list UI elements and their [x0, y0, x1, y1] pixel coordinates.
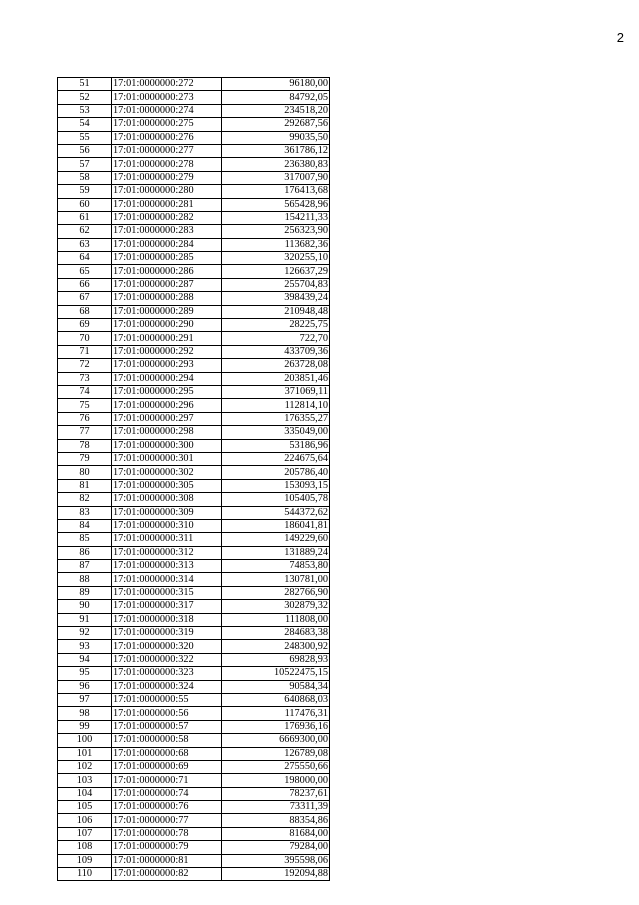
cadastral-value-cell: 113682,36 [222, 238, 330, 251]
cadastral-value-cell: 320255,10 [222, 252, 330, 265]
table-row [58, 519, 330, 532]
row-number-cell: 72 [58, 359, 112, 372]
row-number-cell: 68 [58, 305, 112, 318]
cadastral-value-cell: 544372,62 [222, 506, 330, 519]
cadastral-number-cell: 17:01:0000000:280 [112, 185, 222, 198]
cadastral-value-cell: 433709,36 [222, 345, 330, 358]
cadastral-number-cell: 17:01:0000000:74 [112, 787, 222, 800]
cadastral-number-cell: 17:01:0000000:293 [112, 359, 222, 372]
row-number-cell: 52 [58, 91, 112, 104]
cadastral-value-cell: 282766,90 [222, 586, 330, 599]
cadastral-value-cell: 153093,15 [222, 479, 330, 492]
row-number-cell: 100 [58, 734, 112, 747]
cadastral-number-cell: 17:01:0000000:314 [112, 573, 222, 586]
row-number-cell: 61 [58, 211, 112, 224]
row-number-cell: 88 [58, 573, 112, 586]
table-row [58, 747, 330, 760]
row-number-cell: 69 [58, 319, 112, 332]
cadastral-value-cell: 248300,92 [222, 640, 330, 653]
row-number-cell: 76 [58, 412, 112, 425]
table-row [58, 546, 330, 559]
table-row [58, 841, 330, 854]
table-row [58, 372, 330, 385]
cadastral-value-cell: 234518,20 [222, 104, 330, 117]
row-number-cell: 99 [58, 720, 112, 733]
table-row [58, 493, 330, 506]
table-row [58, 801, 330, 814]
cadastral-number-cell: 17:01:0000000:310 [112, 519, 222, 532]
row-number-cell: 92 [58, 627, 112, 640]
cadastral-number-cell: 17:01:0000000:289 [112, 305, 222, 318]
row-number-cell: 87 [58, 560, 112, 573]
cadastral-number-cell: 17:01:0000000:301 [112, 452, 222, 465]
row-number-cell: 77 [58, 426, 112, 439]
cadastral-number-cell: 17:01:0000000:276 [112, 131, 222, 144]
cadastral-number-cell: 17:01:0000000:324 [112, 680, 222, 693]
cadastral-value-cell: 84792,05 [222, 91, 330, 104]
row-number-cell: 78 [58, 439, 112, 452]
row-number-cell: 97 [58, 693, 112, 706]
cadastral-value-cell: 722,70 [222, 332, 330, 345]
cadastral-value-cell: 565428,96 [222, 198, 330, 211]
table-row [58, 265, 330, 278]
row-number-cell: 73 [58, 372, 112, 385]
table-row [58, 868, 330, 881]
cadastral-number-cell: 17:01:0000000:322 [112, 653, 222, 666]
table-row [58, 399, 330, 412]
cadastral-value-cell: 53186,96 [222, 439, 330, 452]
table-row [58, 171, 330, 184]
row-number-cell: 98 [58, 707, 112, 720]
cadastral-number-cell: 17:01:0000000:82 [112, 868, 222, 881]
row-number-cell: 51 [58, 78, 112, 91]
cadastral-value-cell: 198000,00 [222, 774, 330, 787]
table-row [58, 185, 330, 198]
cadastral-number-cell: 17:01:0000000:56 [112, 707, 222, 720]
table-row [58, 198, 330, 211]
table-row [58, 144, 330, 157]
table-row [58, 573, 330, 586]
table-row [58, 91, 330, 104]
cadastral-value-cell: 126789,08 [222, 747, 330, 760]
cadastral-value-cell: 371069,11 [222, 385, 330, 398]
cadastral-number-cell: 17:01:0000000:323 [112, 667, 222, 680]
cadastral-value-cell: 112814,10 [222, 399, 330, 412]
cadastral-number-cell: 17:01:0000000:302 [112, 466, 222, 479]
table-row [58, 412, 330, 425]
row-number-cell: 104 [58, 787, 112, 800]
table-row [58, 680, 330, 693]
table-row [58, 439, 330, 452]
row-number-cell: 101 [58, 747, 112, 760]
table-row [58, 827, 330, 840]
row-number-cell: 59 [58, 185, 112, 198]
cadastral-number-cell: 17:01:0000000:81 [112, 854, 222, 867]
cadastral-value-cell: 149229,60 [222, 533, 330, 546]
cadastral-value-cell: 99035,50 [222, 131, 330, 144]
row-number-cell: 85 [58, 533, 112, 546]
cadastral-number-cell: 17:01:0000000:69 [112, 760, 222, 773]
row-number-cell: 58 [58, 171, 112, 184]
cadastral-number-cell: 17:01:0000000:287 [112, 278, 222, 291]
row-number-cell: 71 [58, 345, 112, 358]
table-row [58, 627, 330, 640]
cadastral-value-cell: 176355,27 [222, 412, 330, 425]
row-number-cell: 70 [58, 332, 112, 345]
row-number-cell: 108 [58, 841, 112, 854]
cadastral-number-cell: 17:01:0000000:305 [112, 479, 222, 492]
row-number-cell: 75 [58, 399, 112, 412]
cadastral-value-cell: 292687,56 [222, 118, 330, 131]
cadastral-value-cell: 224675,64 [222, 452, 330, 465]
table-row [58, 720, 330, 733]
cadastral-number-cell: 17:01:0000000:295 [112, 385, 222, 398]
cadastral-value-cell: 105405,78 [222, 493, 330, 506]
cadastral-number-cell: 17:01:0000000:291 [112, 332, 222, 345]
cadastral-number-cell: 17:01:0000000:312 [112, 546, 222, 559]
cadastral-value-cell: 126637,29 [222, 265, 330, 278]
row-number-cell: 54 [58, 118, 112, 131]
cadastral-number-cell: 17:01:0000000:277 [112, 144, 222, 157]
cadastral-value-cell: 78237,61 [222, 787, 330, 800]
cadastral-number-cell: 17:01:0000000:274 [112, 104, 222, 117]
table-row [58, 252, 330, 265]
table-row [58, 533, 330, 546]
table-row [58, 211, 330, 224]
page-number: 2 [616, 30, 624, 45]
table-row [58, 506, 330, 519]
row-number-cell: 82 [58, 493, 112, 506]
table-row [58, 787, 330, 800]
cadastral-value-cell: 192094,88 [222, 868, 330, 881]
row-number-cell: 81 [58, 479, 112, 492]
cadastral-value-table [57, 77, 330, 881]
cadastral-value-cell: 263728,08 [222, 359, 330, 372]
cadastral-value-cell: 130781,00 [222, 573, 330, 586]
cadastral-number-cell: 17:01:0000000:282 [112, 211, 222, 224]
table-row [58, 426, 330, 439]
cadastral-number-cell: 17:01:0000000:79 [112, 841, 222, 854]
cadastral-number-cell: 17:01:0000000:279 [112, 171, 222, 184]
table-row [58, 640, 330, 653]
row-number-cell: 65 [58, 265, 112, 278]
cadastral-value-cell: 131889,24 [222, 546, 330, 559]
table-row [58, 600, 330, 613]
cadastral-value-cell: 275550,66 [222, 760, 330, 773]
cadastral-value-cell: 317007,90 [222, 171, 330, 184]
cadastral-number-cell: 17:01:0000000:298 [112, 426, 222, 439]
cadastral-number-cell: 17:01:0000000:315 [112, 586, 222, 599]
cadastral-number-cell: 17:01:0000000:55 [112, 693, 222, 706]
cadastral-value-cell: 186041,81 [222, 519, 330, 532]
row-number-cell: 53 [58, 104, 112, 117]
cadastral-value-cell: 73311,39 [222, 801, 330, 814]
table-row [58, 131, 330, 144]
table-row [58, 667, 330, 680]
row-number-cell: 96 [58, 680, 112, 693]
cadastral-number-cell: 17:01:0000000:292 [112, 345, 222, 358]
row-number-cell: 84 [58, 519, 112, 532]
table-row [58, 104, 330, 117]
cadastral-number-cell: 17:01:0000000:288 [112, 292, 222, 305]
table-row [58, 278, 330, 291]
table-row [58, 479, 330, 492]
cadastral-value-cell: 79284,00 [222, 841, 330, 854]
table-row [58, 707, 330, 720]
row-number-cell: 57 [58, 158, 112, 171]
row-number-cell: 110 [58, 868, 112, 881]
table-row [58, 734, 330, 747]
table-row [58, 78, 330, 91]
row-number-cell: 90 [58, 600, 112, 613]
row-number-cell: 107 [58, 827, 112, 840]
table-row [58, 466, 330, 479]
row-number-cell: 67 [58, 292, 112, 305]
table-row [58, 814, 330, 827]
cadastral-number-cell: 17:01:0000000:317 [112, 600, 222, 613]
table-row [58, 345, 330, 358]
table-row [58, 332, 330, 345]
cadastral-value-cell: 90584,34 [222, 680, 330, 693]
cadastral-number-cell: 17:01:0000000:275 [112, 118, 222, 131]
cadastral-value-cell: 154211,33 [222, 211, 330, 224]
cadastral-number-cell: 17:01:0000000:294 [112, 372, 222, 385]
row-number-cell: 102 [58, 760, 112, 773]
row-number-cell: 55 [58, 131, 112, 144]
cadastral-value-cell: 284683,38 [222, 627, 330, 640]
cadastral-value-cell: 88354,86 [222, 814, 330, 827]
cadastral-number-cell: 17:01:0000000:286 [112, 265, 222, 278]
row-number-cell: 94 [58, 653, 112, 666]
cadastral-number-cell: 17:01:0000000:272 [112, 78, 222, 91]
row-number-cell: 60 [58, 198, 112, 211]
cadastral-number-cell: 17:01:0000000:281 [112, 198, 222, 211]
row-number-cell: 89 [58, 586, 112, 599]
table-row [58, 774, 330, 787]
table-row [58, 225, 330, 238]
row-number-cell: 74 [58, 385, 112, 398]
cadastral-value-cell: 210948,48 [222, 305, 330, 318]
cadastral-value-cell: 96180,00 [222, 78, 330, 91]
cadastral-value-cell: 28225,75 [222, 319, 330, 332]
row-number-cell: 62 [58, 225, 112, 238]
cadastral-value-cell: 203851,46 [222, 372, 330, 385]
table-row [58, 359, 330, 372]
cadastral-number-cell: 17:01:0000000:71 [112, 774, 222, 787]
cadastral-value-cell: 6669300,00 [222, 734, 330, 747]
row-number-cell: 91 [58, 613, 112, 626]
cadastral-number-cell: 17:01:0000000:76 [112, 801, 222, 814]
cadastral-value-cell: 361786,12 [222, 144, 330, 157]
table-row [58, 292, 330, 305]
cadastral-value-cell: 176936,16 [222, 720, 330, 733]
row-number-cell: 66 [58, 278, 112, 291]
cadastral-number-cell: 17:01:0000000:320 [112, 640, 222, 653]
table-row [58, 693, 330, 706]
cadastral-number-cell: 17:01:0000000:278 [112, 158, 222, 171]
table-row [58, 760, 330, 773]
cadastral-number-cell: 17:01:0000000:290 [112, 319, 222, 332]
cadastral-number-cell: 17:01:0000000:297 [112, 412, 222, 425]
cadastral-value-cell: 302879,32 [222, 600, 330, 613]
cadastral-number-cell: 17:01:0000000:58 [112, 734, 222, 747]
cadastral-number-cell: 17:01:0000000:296 [112, 399, 222, 412]
cadastral-value-cell: 640868,03 [222, 693, 330, 706]
cadastral-value-cell: 176413,68 [222, 185, 330, 198]
cadastral-value-cell: 236380,83 [222, 158, 330, 171]
cadastral-number-cell: 17:01:0000000:284 [112, 238, 222, 251]
cadastral-value-cell: 117476,31 [222, 707, 330, 720]
cadastral-value-cell: 69828,93 [222, 653, 330, 666]
row-number-cell: 95 [58, 667, 112, 680]
cadastral-value-cell: 255704,83 [222, 278, 330, 291]
cadastral-number-cell: 17:01:0000000:313 [112, 560, 222, 573]
row-number-cell: 64 [58, 252, 112, 265]
cadastral-number-cell: 17:01:0000000:300 [112, 439, 222, 452]
cadastral-number-cell: 17:01:0000000:318 [112, 613, 222, 626]
table-row [58, 319, 330, 332]
table-body [58, 78, 330, 881]
cadastral-value-cell: 74853,80 [222, 560, 330, 573]
row-number-cell: 93 [58, 640, 112, 653]
cadastral-number-cell: 17:01:0000000:77 [112, 814, 222, 827]
cadastral-value-cell: 398439,24 [222, 292, 330, 305]
cadastral-value-cell: 335049,00 [222, 426, 330, 439]
table-row [58, 238, 330, 251]
row-number-cell: 106 [58, 814, 112, 827]
cadastral-number-cell: 17:01:0000000:283 [112, 225, 222, 238]
cadastral-number-cell: 17:01:0000000:68 [112, 747, 222, 760]
row-number-cell: 109 [58, 854, 112, 867]
table-row [58, 653, 330, 666]
row-number-cell: 79 [58, 452, 112, 465]
row-number-cell: 105 [58, 801, 112, 814]
cadastral-number-cell: 17:01:0000000:309 [112, 506, 222, 519]
table-row [58, 586, 330, 599]
table-row [58, 118, 330, 131]
cadastral-value-cell: 111808,00 [222, 613, 330, 626]
cadastral-value-cell: 395598,06 [222, 854, 330, 867]
row-number-cell: 86 [58, 546, 112, 559]
row-number-cell: 63 [58, 238, 112, 251]
cadastral-value-cell: 10522475,15 [222, 667, 330, 680]
cadastral-number-cell: 17:01:0000000:57 [112, 720, 222, 733]
table-row [58, 158, 330, 171]
row-number-cell: 83 [58, 506, 112, 519]
cadastral-number-cell: 17:01:0000000:285 [112, 252, 222, 265]
table-row [58, 452, 330, 465]
cadastral-value-cell: 205786,40 [222, 466, 330, 479]
row-number-cell: 80 [58, 466, 112, 479]
table-row [58, 560, 330, 573]
row-number-cell: 56 [58, 144, 112, 157]
cadastral-value-cell: 256323,90 [222, 225, 330, 238]
table-row [58, 305, 330, 318]
table-row [58, 613, 330, 626]
cadastral-value-cell: 81684,00 [222, 827, 330, 840]
cadastral-number-cell: 17:01:0000000:78 [112, 827, 222, 840]
table-row [58, 854, 330, 867]
row-number-cell: 103 [58, 774, 112, 787]
cadastral-number-cell: 17:01:0000000:311 [112, 533, 222, 546]
table-row [58, 385, 330, 398]
cadastral-number-cell: 17:01:0000000:319 [112, 627, 222, 640]
cadastral-number-cell: 17:01:0000000:308 [112, 493, 222, 506]
cadastral-number-cell: 17:01:0000000:273 [112, 91, 222, 104]
